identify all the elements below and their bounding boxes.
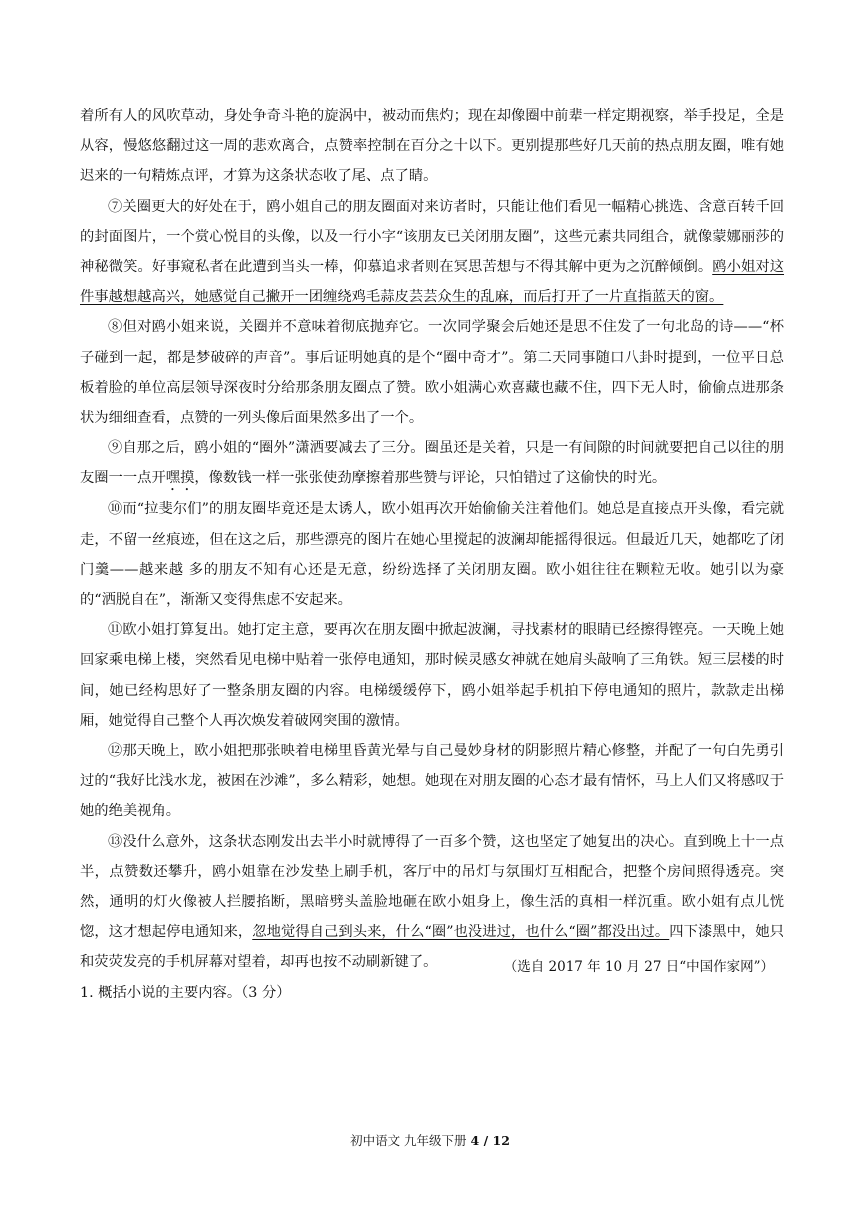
paragraph-p9 [80,433,784,494]
paragraph-text: 着所有人的风吹草动，身处争奇斗艳的旋涡中，被动而焦灼；现在却像圈中前辈一样定期视察，举手投足，全是从容，慢悠悠翻过这一周的悲欢离合，点赞率控制在百分之十以下。更别提那些好几天前的热点朋友圈，唯有她迟来的一句精炼点评，才算为这条状态收了尾、点了睛。 [80,108,784,185]
question-1: 1. 概括小说的主要内容。（3 分） [80,985,291,1001]
footer-label: 初中语文 九年级下册 [350,1133,467,1148]
paragraph-p7 [80,192,784,313]
page-number: 4 / 12 [470,1133,510,1148]
paragraph-p12 [80,736,784,827]
paragraph-p10 [80,494,784,615]
page-footer [0,1131,860,1149]
paragraph-text: ⑩而“拉斐尔们”的朋友圈毕竟还是太诱人，欧小姐再次开始偷偷关注着他们。她总是直接点开头像，看完就走，不留一丝痕迹，但在这之后，那些漂亮的图片在她心里搅起的波澜却能摇得很远。但最近几天，她都吃了闭门羹——越来越 多的朋友不知有心还是无意，纷纷选择了关闭朋友圈。欧小姐往往在颗粒无收。她引以为豪的“洒脱自在”，渐渐又变得焦虑不安起来。 [80,501,784,609]
paragraph-text: ⑦关圈更大的好处在于，鸥小姐自己的朋友圈面对来访者时，只能让他们看见一幅精心挑选、含意百转千回的封面图片，一个赏心悦目的头像，以及一行小字“该朋友已关闭朋友圈”，这些元素共同组合，就像蒙娜丽莎的神秘微笑。好事窥私者在此遭到当头一棒，仰慕追求者则在冥思苦想与不得其解中更为之沉醉倾倒。 [80,198,784,276]
paragraph-p11 [80,615,784,736]
paragraph-text: ⑨自那之后，鸥小姐的“圈外”潇洒要减去了三分。圈虽还是关着，只是一有间隙的时间就要把自己以往的朋友圈一一点开 [80,440,784,487]
paragraph-text: ⑬没什么意外，这条状态刚发出去半小时就博得了一百多个赞，这也坚定了她复出的决心。直到晚上十一点半，点赞数还攀升，鸥小姐靠在沙发垫上刷手机，客厅中的吊灯与氛围灯互相配合，把整个房间照得透亮。突然，通明的灯火像被人拦腰掐断，黑暗劈头盖脸地砸在欧小姐身上，像生活的真相一样沉重。欧小姐有点儿恍惚，这才想起停电通知来， [80,833,784,941]
paragraph-p8 [80,312,784,433]
story-body [80,101,784,978]
paragraph-text: ⑫那天晚上，欧小姐把那张映着电梯里昏黄光晕与自己曼妙身材的阴影照片精心修整，并配了一句白先勇引过的“我好比浅水龙，被困在沙滩”，多么精彩，她想。她现在对朋友圈的心态才最有情怀，马上人们又将感叹于她的绝美视角。 [80,743,784,820]
paragraph-text: ，像数钱一样一张张使劲摩擦着那些赞与评论，只怕错过了这偷快的时光。 [194,470,667,487]
underlined-sentence: 鸥小姐对这件事越想越高兴，她感觉自己撇开一团缠绕鸡毛蒜皮芸芸众生的乱麻，而后打开了一片直指蓝天的窗。 [80,259,785,306]
source-citation: （选自 2017 年 10 月 27 日“中国作家网”） [503,959,774,975]
paragraph-text: ⑧但对鸥小姐来说，关圈并不意味着彻底抛弃它。一次同学聚会后她还是思不住发了一句北岛的诗——“杯子碰到一起，都是梦破碎的声音”。事后证明她真的是个“圈中奇才”。第二天同事随口八卦时提到，一位平日总板着脸的单位高层领导深夜时分给那条朋友圈点了赞。欧小姐满心欢喜藏也藏不住，四下无人时，偷偷点进那条状为细细查看，点赞的一列头像后面果然多出了一个。 [80,319,784,427]
paragraph-text: ⑪欧小姐打算复出。她打定主意，要再次在朋友圈中掀起波澜，寻找素材的眼睛已经擦得铿亮。一天晚上她回家乘电梯上楼，突然看见电梯中贴着一张停电通知，那时候灵感女神就在她肩头敲响了三角铁。短三层楼的时间，她已经构思好了一整条朋友圈的内容。电梯缓缓停下，鸥小姐举起手机拍下停电通知的照片，款款走出梯厢，她觉得自己整个人再次焕发着破网突围的激情。 [80,622,784,729]
emphasized-word: 嘿摸 [165,470,195,487]
paragraph-text: 四下漆黑中，她只和荧荧发亮的手机屏幕对望着，却再也按不动刷新键了。 [80,924,785,971]
underlined-sentence: 忽地觉得自己到头来，什么“圈”也没进过，也什么“圈”都没出过。 [252,924,670,941]
paragraph-p0 [80,101,784,192]
